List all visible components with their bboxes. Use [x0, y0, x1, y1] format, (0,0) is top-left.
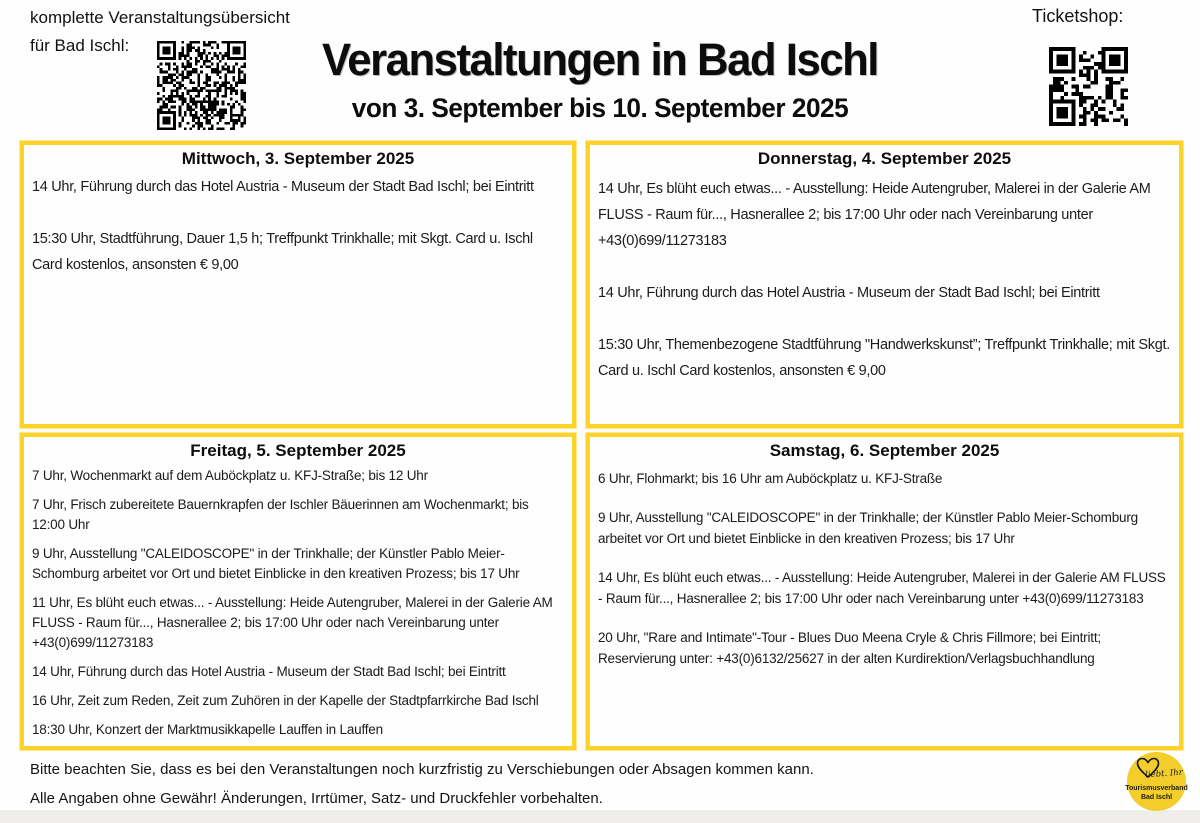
- event-item: 14 Uhr, Führung durch das Hotel Austria - Museum der Stadt Bad Ischl; bei Eintritt: [598, 285, 1100, 301]
- day-title: Freitag, 5. September 2025: [190, 441, 406, 460]
- day-card-samstag: [586, 433, 1183, 750]
- ticketshop-label: Ticketshop:: [1032, 6, 1124, 26]
- event-item: 16 Uhr, Zeit zum Reden, Zeit zum Zuhören in der Kapelle der Stadtpfarrkirche Bad Ischl: [32, 693, 539, 708]
- event-item: 6 Uhr, Flohmarkt; bis 16 Uhr am Auböckplatz u. KFJ-Straße: [598, 471, 943, 486]
- qr-code-ticketshop-icon: [1049, 47, 1128, 126]
- day-title: Mittwoch, 3. September 2025: [181, 149, 415, 168]
- event-item: 14 Uhr, Führung durch das Hotel Austria - Museum der Stadt Bad Ischl; bei Eintritt: [32, 664, 506, 679]
- day-card-freitag: [20, 433, 576, 750]
- logo-script-text: liebt. Ihr: [1144, 767, 1184, 781]
- event-item: 7 Uhr, Frisch zubereitete Bauernkrapfen der Ischler Bäuerinnen am Wochenmarkt; bis 12:00 Uhr: [32, 497, 529, 532]
- event-item: 11 Uhr, Es blüht euch etwas... - Ausstellung: Heide Autengruber, Malerei in der Galerie AM FLUSS - Raum für..., Hasnerallee 2; bis 17:00 Uhr oder nach Vereinbarung unter +43(0)699/11273183: [32, 595, 553, 650]
- event-item: 18:30 Uhr, Konzert der Marktmusikkapelle Lauffen in Lauffen: [32, 722, 383, 737]
- overview-note-line1: komplette Veranstaltungsübersicht: [30, 8, 290, 27]
- tourismusverband-logo: [1127, 752, 1186, 811]
- day-title: Samstag, 6. September 2025: [769, 441, 1000, 460]
- logo-line2: Bad Ischl: [1140, 794, 1173, 801]
- page-subtitle: von 3. September bis 10. September 2025: [351, 93, 849, 123]
- event-item: 14 Uhr, Es blüht euch etwas... - Ausstellung: Heide Autengruber, Malerei in der Galerie AM FLUSS - Raum für..., Hasnerallee 2; bis 17:00 Uhr oder nach Vereinbarung unter +43(0)699/11273183: [598, 181, 1151, 249]
- event-item: 9 Uhr, Ausstellung "CALEIDOSCOPE" in der Trinkhalle; der Künstler Pablo Meier-Schomburg arbeitet vor Ort und bietet Einblicke in den kreativen Prozess; bis 17 Uhr: [32, 546, 520, 581]
- event-item: 7 Uhr, Wochenmarkt auf dem Auböckplatz u. KFJ-Straße; bis 12 Uhr: [32, 468, 428, 483]
- logo-line1: Tourismusverband: [1125, 785, 1188, 792]
- event-item: 15:30 Uhr, Stadtführung, Dauer 1,5 h; Treffpunkt Trinkhalle; mit Skgt. Card u. Ischl Card kostenlos, ansonsten € 9,00: [32, 231, 533, 273]
- event-item: 14 Uhr, Führung durch das Hotel Austria - Museum der Stadt Bad Ischl; bei Eintritt: [32, 179, 534, 195]
- day-title: Donnerstag, 4. September 2025: [757, 149, 1012, 168]
- page-title: Veranstaltungen in Bad Ischl: [322, 34, 878, 85]
- event-item: 14 Uhr, Es blüht euch etwas... - Ausstellung: Heide Autengruber, Malerei in der Galerie AM FLUSS - Raum für..., Hasnerallee 2; bis 17:00 Uhr oder nach Vereinbarung unter +43(0)699/11273183: [598, 570, 1166, 606]
- page-bottom-strip: [0, 810, 1200, 823]
- day-card-mittwoch: [20, 141, 576, 428]
- day-card-donnerstag: [586, 141, 1183, 428]
- event-item: 15:30 Uhr, Themenbezogene Stadtführung "Handwerkskunst”; Treffpunkt Trinkhalle; mit Skgt. Card u. Ischl Card kostenlos, ansonsten € 9,00: [598, 337, 1170, 379]
- event-item: 20 Uhr, "Rare and Intimate"-Tour - Blues Duo Meena Cryle & Chris Fillmore; bei Eintritt; Reservierung unter: +43(0)6132/25627 in der alten Kurdirektion/Verlagsbuchhandlung: [598, 630, 1101, 666]
- event-item: 9 Uhr, Ausstellung "CALEIDOSCOPE" in der Trinkhalle; der Künstler Pablo Meier-Schomburg arbeitet vor Ort und bietet Einblicke in den kreativen Prozess; bis 17 Uhr: [598, 510, 1138, 546]
- overview-note-line2: für Bad Ischl:: [30, 36, 130, 55]
- header-titles: [150, 34, 1050, 124]
- disclaimer-note-1: Bitte beachten Sie, dass es bei den Veranstaltungen noch kurzfristig zu Verschiebungen oder Absagen kommen kann.: [30, 761, 814, 778]
- disclaimer-note-2: Alle Angaben ohne Gewähr! Änderungen, Irrtümer, Satz- und Druckfehler vorbehalten.: [30, 790, 603, 807]
